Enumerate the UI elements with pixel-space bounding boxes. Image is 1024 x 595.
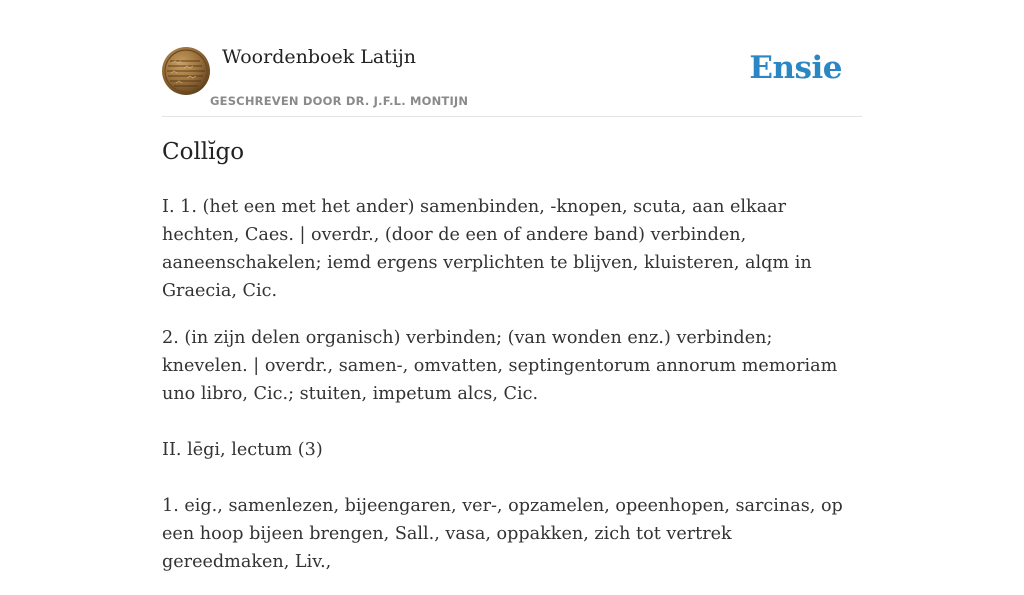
entry-paragraph: II. lēgi, lectum (3)	[162, 440, 323, 460]
entry-page	[162, 0, 862, 572]
entry-paragraph: 1. eig., samenlezen, bijeengaren, ver-, opzamelen, opeenhopen, sarcinas, op een hoop bijeen brengen, Sall., vasa, oppakken, zich tot vertrek gereedmaken, Liv.,	[162, 496, 843, 572]
page-header	[162, 46, 862, 117]
author-byline[interactable]: GESCHREVEN DOOR DR. J.F.L. MONTIJN	[210, 94, 469, 108]
bronze-coin-icon[interactable]	[162, 47, 210, 95]
entry-body	[162, 193, 862, 595]
entry-paragraph: 2. (in zijn delen organisch) verbinden; (van wonden enz.) verbinden; knevelen. | overdr., samen-, omvatten, septingentorum annorum memoriam uno libro, Cic.; stuiten, impetum alcs, Cic.	[162, 328, 838, 404]
entry-headword: Collĭgo	[162, 139, 245, 165]
entry-paragraph: I. 1. (het een met het ander) samenbinden, -knopen, scuta, aan elkaar hechten, Caes. | overdr., (door de een of andere band) verbinden, aaneenschakelen; iemd ergens verplichten te blijven, kluisteren, alqm in Graecia, Cic.	[162, 197, 812, 301]
ensie-logo[interactable]: Ensie	[749, 50, 842, 86]
book-title[interactable]: Woordenboek Latijn	[222, 46, 417, 68]
